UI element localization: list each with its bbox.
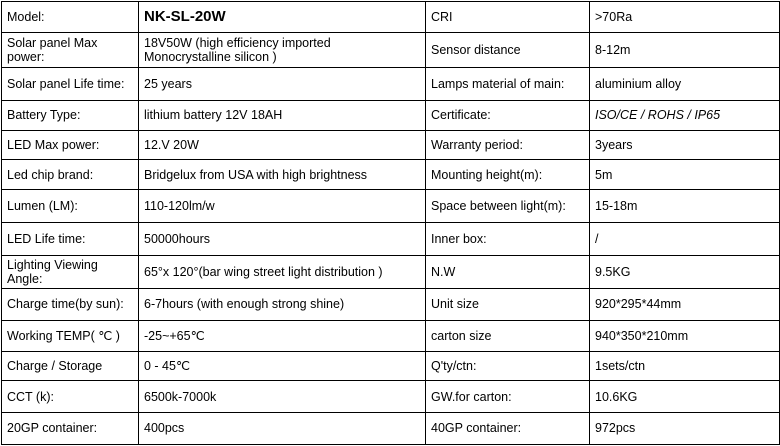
label-cell: 20GP container: bbox=[2, 412, 139, 444]
value-cell: 110-120lm/w bbox=[139, 190, 426, 223]
table-row bbox=[2, 321, 780, 352]
table-row bbox=[2, 2, 780, 33]
value-cell: 18V50W (high efficiency imported Monocrystalline silicon ) bbox=[139, 33, 426, 68]
value-cell: 6-7hours (with enough strong shine) bbox=[139, 288, 426, 320]
table-row bbox=[2, 130, 780, 159]
label-cell: Charge / Storage bbox=[2, 352, 139, 381]
value-cell: 65°x 120°(bar wing street light distribution ) bbox=[139, 255, 426, 288]
label-cell: N.W bbox=[426, 255, 590, 288]
value-cell: 3years bbox=[590, 130, 780, 159]
value-cell: 1sets/ctn bbox=[590, 352, 780, 381]
value-cell: 5m bbox=[590, 160, 780, 190]
label-cell: Led chip brand: bbox=[2, 160, 139, 190]
table-row bbox=[2, 223, 780, 255]
value-cell: 12.V 20W bbox=[139, 130, 426, 159]
table-row bbox=[2, 190, 780, 223]
value-cell: lithium battery 12V 18AH bbox=[139, 100, 426, 130]
label-cell: Solar panel Life time: bbox=[2, 68, 139, 100]
label-cell: LED Max power: bbox=[2, 130, 139, 159]
value-cell: 0 - 45℃ bbox=[139, 352, 426, 381]
label-cell: CRI bbox=[426, 2, 590, 33]
label-cell: GW.for carton: bbox=[426, 381, 590, 412]
label-cell: Lumen (LM): bbox=[2, 190, 139, 223]
label-cell: Sensor distance bbox=[426, 33, 590, 68]
value-cell: 9.5KG bbox=[590, 255, 780, 288]
label-cell: Lamps material of main: bbox=[426, 68, 590, 100]
value-cell: Bridgelux from USA with high brightness bbox=[139, 160, 426, 190]
value-cell: 940*350*210mm bbox=[590, 321, 780, 352]
value-cell: 15-18m bbox=[590, 190, 780, 223]
label-cell: Unit size bbox=[426, 288, 590, 320]
value-cell: 972pcs bbox=[590, 412, 780, 444]
table-row bbox=[2, 381, 780, 412]
label-cell: Certificate: bbox=[426, 100, 590, 130]
label-cell: Q'ty/ctn: bbox=[426, 352, 590, 381]
value-cell: 920*295*44mm bbox=[590, 288, 780, 320]
spec-table bbox=[1, 1, 780, 445]
table-row bbox=[2, 33, 780, 68]
label-cell: Warranty period: bbox=[426, 130, 590, 159]
label-cell: Inner box: bbox=[426, 223, 590, 255]
label-cell: Solar panel Max power: bbox=[2, 33, 139, 68]
table-row bbox=[2, 255, 780, 288]
table-row bbox=[2, 352, 780, 381]
table-row bbox=[2, 412, 780, 444]
table-row bbox=[2, 160, 780, 190]
value-cell: -25~+65℃ bbox=[139, 321, 426, 352]
label-cell: CCT (k): bbox=[2, 381, 139, 412]
label-cell: 40GP container: bbox=[426, 412, 590, 444]
value-cell: >70Ra bbox=[590, 2, 780, 33]
label-cell: Working TEMP( ℃ ) bbox=[2, 321, 139, 352]
model-value: NK-SL-20W bbox=[139, 2, 426, 33]
label-cell: Model: bbox=[2, 2, 139, 33]
table-row bbox=[2, 100, 780, 130]
label-cell: Space between light(m): bbox=[426, 190, 590, 223]
label-cell: carton size bbox=[426, 321, 590, 352]
value-cell: ISO/CE / ROHS / IP65 bbox=[590, 100, 780, 130]
value-cell: 50000hours bbox=[139, 223, 426, 255]
value-cell: 6500k-7000k bbox=[139, 381, 426, 412]
value-cell: 8-12m bbox=[590, 33, 780, 68]
table-row bbox=[2, 288, 780, 320]
label-cell: LED Life time: bbox=[2, 223, 139, 255]
value-cell: aluminium alloy bbox=[590, 68, 780, 100]
value-cell: / bbox=[590, 223, 780, 255]
value-cell: 10.6KG bbox=[590, 381, 780, 412]
label-cell: Battery Type: bbox=[2, 100, 139, 130]
label-cell: Mounting height(m): bbox=[426, 160, 590, 190]
value-cell: 400pcs bbox=[139, 412, 426, 444]
label-cell: Charge time(by sun): bbox=[2, 288, 139, 320]
value-cell: 25 years bbox=[139, 68, 426, 100]
label-cell: Lighting Viewing Angle: bbox=[2, 255, 139, 288]
table-row bbox=[2, 68, 780, 100]
